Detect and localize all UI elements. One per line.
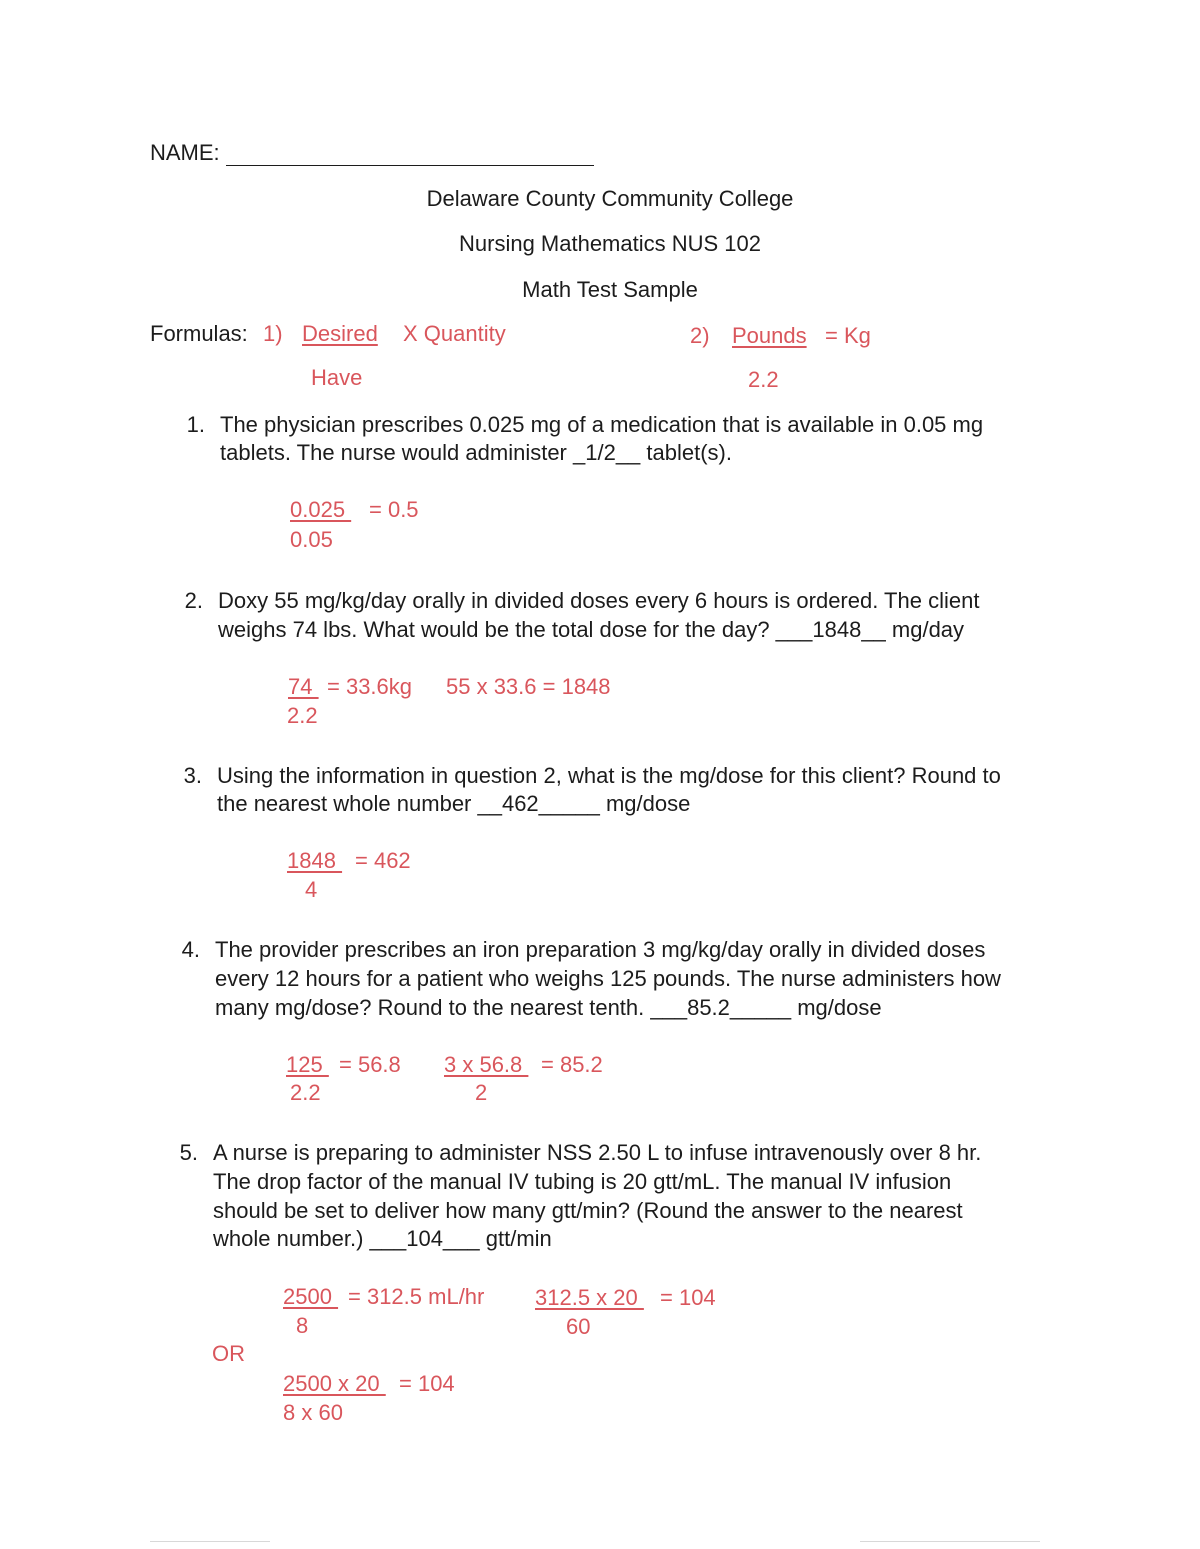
question-3-number: 3. <box>183 763 202 788</box>
question-5-work-denominator-3: 8 x 60 <box>283 1400 343 1425</box>
question-3-work-denominator: 4 <box>305 877 318 902</box>
question-4-line-3: many mg/dose? Round to the nearest tenth. ___85.2_____ mg/dose <box>215 995 882 1020</box>
question-1-work-denominator: 0.05 <box>290 527 333 552</box>
question-4-number: 4. <box>181 937 200 962</box>
question-5-work-result-1: = 312.5 mL/hr <box>348 1284 485 1309</box>
question-2-work-extra: 55 x 33.6 = 1848 <box>446 674 611 699</box>
question-4-work-result-2: = 85.2 <box>541 1052 603 1077</box>
question-5-work-result-3: = 104 <box>399 1371 455 1396</box>
formula-1-numerator: Desired <box>302 321 378 346</box>
question-5-work-denominator-1: 8 <box>296 1313 309 1338</box>
question-4-work-numerator-2: 3 x 56.8 <box>444 1052 529 1077</box>
question-5-line-1: A nurse is preparing to administer NSS 2.50 L to infuse intravenously over 8 hr. <box>213 1140 982 1165</box>
page-title: Math Test Sample <box>522 277 698 302</box>
question-1-work-result: = 0.5 <box>369 497 419 522</box>
formula-1-number: 1) <box>263 321 283 346</box>
question-1-line-2: tablets. The nurse would administer _1/2__ tablet(s). <box>220 440 732 465</box>
scan-artifact-line <box>150 1541 270 1542</box>
question-4-work-denominator-1: 2.2 <box>290 1080 321 1105</box>
question-4-work-denominator-2: 2 <box>475 1080 488 1105</box>
name-blank-line <box>226 143 594 166</box>
question-5-work-denominator-2: 60 <box>566 1314 591 1339</box>
question-5-or-label: OR <box>212 1341 245 1366</box>
question-5-work-numerator-1: 2500 <box>283 1284 339 1309</box>
question-3-work-result: = 462 <box>355 848 411 873</box>
formula-1-denominator: Have <box>311 365 363 390</box>
question-2-line-1: Doxy 55 mg/kg/day orally in divided doses every 6 hours is ordered. The client <box>218 588 980 613</box>
question-5-work-result-2: = 104 <box>660 1285 716 1310</box>
question-5-line-3: should be set to deliver how many gtt/min? (Round the answer to the nearest <box>213 1198 963 1223</box>
question-2-work-numerator: 74 <box>288 674 319 699</box>
formula-2-operator: = Kg <box>825 323 871 348</box>
question-3-line-2: the nearest whole number __462_____ mg/dose <box>217 791 691 816</box>
question-2-line-2: weighs 74 lbs. What would be the total dose for the day? ___1848__ mg/day <box>218 617 965 642</box>
name-label: NAME: <box>150 140 220 165</box>
college-name: Delaware County Community College <box>426 186 794 211</box>
formula-2-number: 2) <box>690 323 710 348</box>
question-5-line-2: The drop factor of the manual IV tubing is 20 gtt/mL. The manual IV infusion <box>213 1169 952 1194</box>
formula-2-numerator: Pounds <box>732 323 807 348</box>
formula-2-denominator: 2.2 <box>748 367 779 392</box>
question-2-number: 2. <box>184 588 203 613</box>
question-4-work-numerator-1: 125 <box>286 1052 329 1077</box>
question-3-work-numerator: 1848 <box>287 848 343 873</box>
formulas-label: Formulas: <box>150 321 248 346</box>
question-3-line-1: Using the information in question 2, what is the mg/dose for this client? Round to <box>217 763 1001 788</box>
question-2-work-result: = 33.6kg <box>327 674 413 699</box>
question-2-work-denominator: 2.2 <box>287 703 318 728</box>
question-4-work-result-1: = 56.8 <box>339 1052 401 1077</box>
course-name: Nursing Mathematics NUS 102 <box>458 231 762 256</box>
question-5-work-numerator-3: 2500 x 20 <box>283 1371 386 1396</box>
question-5-work-numerator-2: 312.5 x 20 <box>535 1285 644 1310</box>
question-1-line-1: The physician prescribes 0.025 mg of a medication that is available in 0.05 mg <box>220 412 984 437</box>
question-4-line-2: every 12 hours for a patient who weighs 125 pounds. The nurse administers how <box>215 966 1001 991</box>
scan-artifact-line <box>860 1541 1040 1542</box>
question-1-number: 1. <box>186 412 205 437</box>
name-field-row <box>150 139 594 167</box>
question-1-work-numerator: 0.025 <box>290 497 352 522</box>
question-5-number: 5. <box>179 1140 198 1165</box>
question-4-line-1: The provider prescribes an iron preparation 3 mg/kg/day orally in divided doses <box>215 937 986 962</box>
formula-1-operator: X Quantity <box>403 321 506 346</box>
question-5-line-4: whole number.) ___104___ gtt/min <box>213 1226 552 1251</box>
